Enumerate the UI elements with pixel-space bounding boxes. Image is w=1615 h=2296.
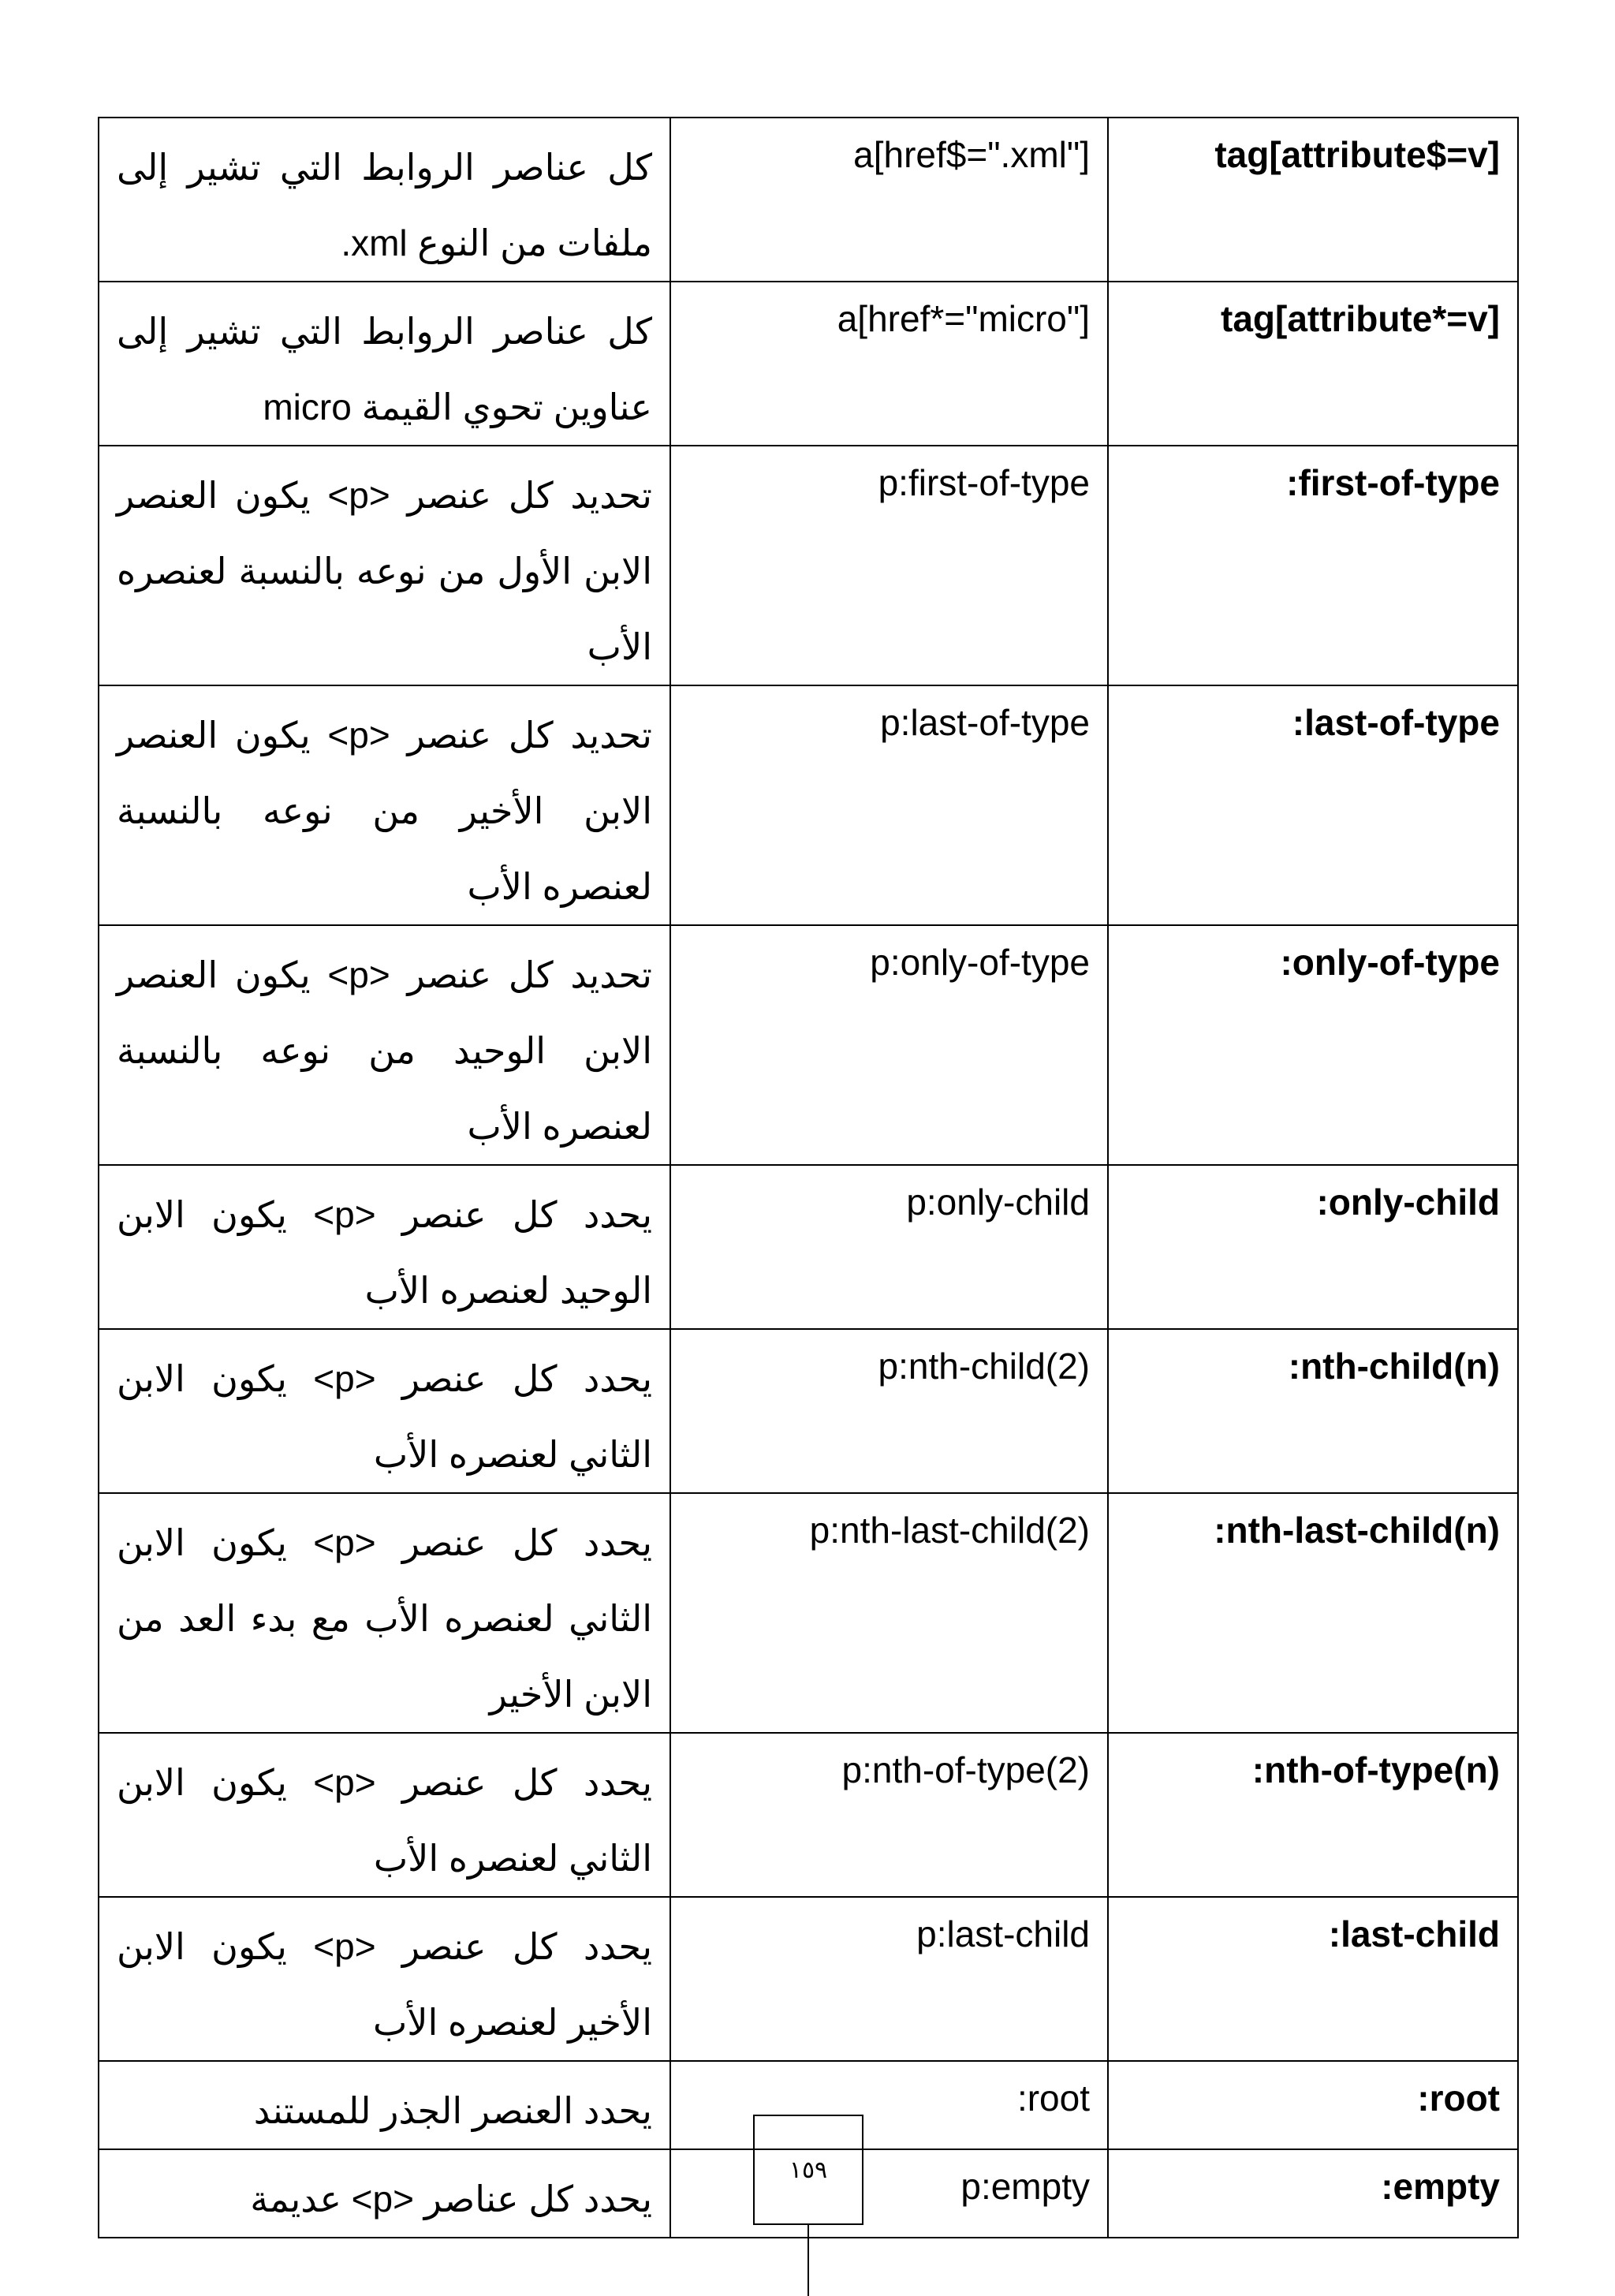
table-row — [99, 1329, 1518, 1493]
description-cell: كل عناصر الروابط التي تشير إلى ملفات من النوع xml. — [99, 118, 670, 282]
selector-cell — [1108, 1329, 1518, 1493]
selector-text: :root — [1417, 2078, 1500, 2119]
page-number-line — [808, 2225, 809, 2296]
css-selectors-table — [98, 117, 1519, 2238]
selector-text: :nth-child(n) — [1288, 1346, 1500, 1387]
selector-cell — [1108, 685, 1518, 925]
table-row — [99, 685, 1518, 925]
table-row — [99, 118, 1518, 282]
example-text: p:nth-of-type(2) — [841, 1749, 1090, 1790]
description-cell: يحدد كل عنصر <p> يكون الابن الأخير لعنصره الأب — [99, 1897, 670, 2061]
example-text: p:first-of-type — [878, 462, 1090, 503]
selector-cell — [1108, 118, 1518, 282]
description-cell: تحديد كل عنصر <p> يكون العنصر الابن الأخير من نوعه بالنسبة لعنصره الأب — [99, 685, 670, 925]
example-cell — [670, 1897, 1108, 2061]
table-row — [99, 1493, 1518, 1733]
table-row — [99, 282, 1518, 446]
example-text: :root — [1016, 2078, 1090, 2119]
selector-cell — [1108, 925, 1518, 1165]
selector-cell — [1108, 282, 1518, 446]
selector-cell — [1108, 1733, 1518, 1897]
description-cell: كل عناصر الروابط التي تشير إلى عناوين تحوي القيمة micro — [99, 282, 670, 446]
example-text: p:empty — [960, 2166, 1090, 2207]
example-text: p:nth-last-child(2) — [809, 1510, 1090, 1551]
example-cell — [670, 446, 1108, 685]
selector-text: :first-of-type — [1286, 462, 1500, 503]
example-cell — [670, 1329, 1108, 1493]
description-cell: يحدد العنصر الجذر للمستند — [99, 2061, 670, 2149]
selector-text: tag[attribute*=v] — [1221, 298, 1500, 339]
description-cell: يحدد كل عنصر <p> يكون الابن الثاني لعنصره الأب — [99, 1733, 670, 1897]
selector-text: :last-child — [1328, 1913, 1500, 1954]
example-text: p:only-child — [906, 1182, 1090, 1223]
selector-text: :only-child — [1316, 1182, 1500, 1223]
table-row — [99, 1165, 1518, 1329]
example-text: p:last-of-type — [880, 702, 1090, 743]
selector-text: :only-of-type — [1280, 942, 1500, 983]
example-cell — [670, 1733, 1108, 1897]
example-cell — [670, 1493, 1108, 1733]
example-text: p:only-of-type — [870, 942, 1090, 983]
description-cell: يحدد كل عناصر <p> عديمة — [99, 2149, 670, 2238]
selector-cell — [1108, 2149, 1518, 2238]
selector-text: :empty — [1381, 2166, 1500, 2207]
example-cell — [670, 2149, 1108, 2238]
table-row — [99, 925, 1518, 1165]
selector-cell — [1108, 1165, 1518, 1329]
selector-cell — [1108, 1897, 1518, 2061]
description-cell: يحدد كل عنصر <p> يكون الابن الوحيد لعنصره الأب — [99, 1165, 670, 1329]
table-row — [99, 446, 1518, 685]
selector-text: :nth-of-type(n) — [1251, 1749, 1500, 1790]
selector-text: tag[attribute$=v] — [1214, 134, 1500, 175]
selector-cell — [1108, 446, 1518, 685]
example-text: a[href*="micro"] — [837, 298, 1090, 339]
example-cell — [670, 282, 1108, 446]
selector-text: :nth-last-child(n) — [1214, 1510, 1500, 1551]
description-cell: يحدد كل عنصر <p> يكون الابن الثاني لعنصره الأب مع بدء العد من الابن الأخير — [99, 1493, 670, 1733]
example-cell — [670, 2061, 1108, 2149]
example-cell — [670, 118, 1108, 282]
table-row — [99, 1733, 1518, 1897]
example-text: a[href$=".xml"] — [853, 134, 1090, 175]
example-cell — [670, 925, 1108, 1165]
selector-text: :last-of-type — [1292, 702, 1500, 743]
example-text: p:last-child — [916, 1913, 1090, 1954]
selector-cell — [1108, 1493, 1518, 1733]
description-cell: تحديد كل عنصر <p> يكون العنصر الابن الأول من نوعه بالنسبة لعنصره الأب — [99, 446, 670, 685]
table-body — [99, 118, 1518, 2238]
page-number-box — [753, 2115, 863, 2225]
example-cell — [670, 685, 1108, 925]
example-cell — [670, 1165, 1108, 1329]
selector-cell — [1108, 2061, 1518, 2149]
example-text: p:nth-child(2) — [878, 1346, 1090, 1387]
description-cell: يحدد كل عنصر <p> يكون الابن الثاني لعنصره الأب — [99, 1329, 670, 1493]
page-number: ١٥٩ — [789, 2156, 828, 2184]
description-cell: تحديد كل عنصر <p> يكون العنصر الابن الوحيد من نوعه بالنسبة لعنصره الأب — [99, 925, 670, 1165]
table-row — [99, 1897, 1518, 2061]
